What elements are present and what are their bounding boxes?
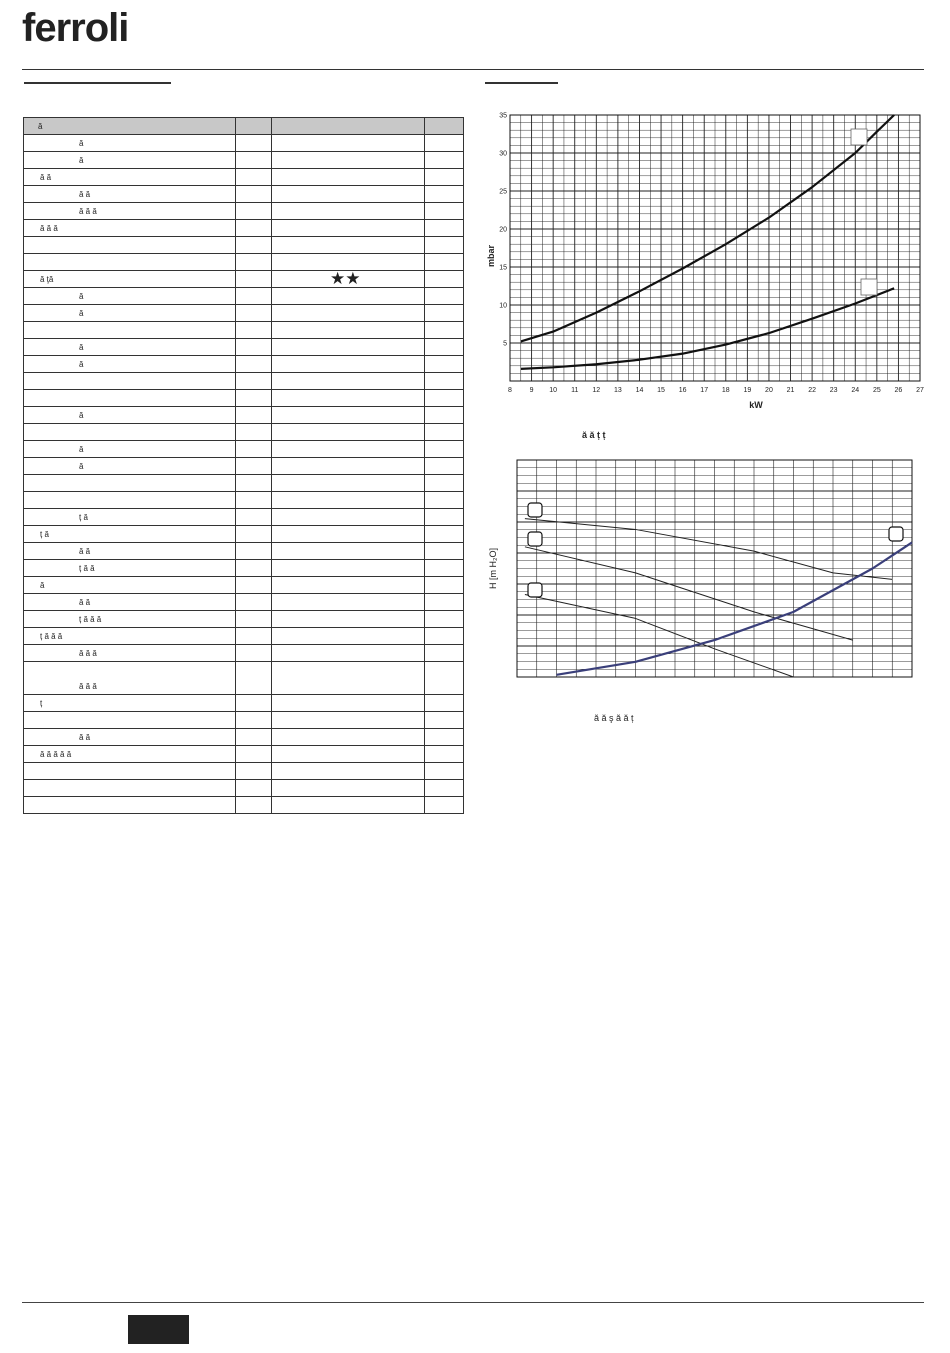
table-cell: ă ă ă — [24, 203, 236, 220]
table-cell — [236, 509, 272, 526]
y-axis-label: mbar — [486, 244, 496, 267]
table-cell — [24, 712, 236, 729]
x-axis-label: kW — [749, 400, 763, 410]
pump-speed-curve-1 — [525, 519, 892, 580]
x-tick-label: 16 — [678, 387, 687, 394]
table-cell — [24, 254, 236, 271]
table-cell — [272, 254, 425, 271]
table-cell — [236, 288, 272, 305]
table-row — [24, 169, 464, 186]
table-cell: ă — [24, 288, 236, 305]
table-cell — [425, 254, 464, 271]
page-number-box — [128, 1315, 189, 1344]
table-cell: ă — [24, 441, 236, 458]
table-cell — [24, 780, 236, 797]
table-cell — [236, 560, 272, 577]
table-row — [24, 424, 464, 441]
table-cell — [236, 577, 272, 594]
series-line-1 — [521, 115, 894, 341]
table-row — [24, 577, 464, 594]
table-cell — [425, 458, 464, 475]
table-cell — [236, 441, 272, 458]
table-cell — [24, 763, 236, 780]
table-cell — [236, 203, 272, 220]
table-cell — [236, 543, 272, 560]
table-cell — [272, 169, 425, 186]
y-axis-label: H [m H₂O] — [488, 548, 498, 589]
table-cell — [24, 390, 236, 407]
table-cell — [272, 543, 425, 560]
table-row — [24, 509, 464, 526]
table-cell: ă — [24, 118, 236, 135]
y-tick-label: 15 — [499, 264, 507, 272]
table-cell — [236, 271, 272, 288]
table-cell — [272, 594, 425, 611]
table-cell: ă ţă — [24, 271, 236, 288]
table-cell: ț ă — [24, 526, 236, 543]
table-cell — [272, 628, 425, 645]
table-cell — [425, 237, 464, 254]
table-row — [24, 390, 464, 407]
table-row — [24, 135, 464, 152]
table-cell — [24, 475, 236, 492]
curve-marker-box — [889, 527, 903, 541]
table-cell — [272, 577, 425, 594]
y-tick-label: 5 — [503, 340, 507, 348]
y-tick-label: 10 — [499, 302, 507, 310]
table-cell: ă — [24, 152, 236, 169]
section-rule-left — [24, 82, 171, 84]
table-cell — [272, 118, 425, 135]
table-cell — [425, 118, 464, 135]
footer-rule — [22, 1302, 924, 1303]
table-cell — [24, 322, 236, 339]
table-cell — [425, 577, 464, 594]
table-cell — [425, 509, 464, 526]
table-cell — [272, 237, 425, 254]
table-cell — [24, 492, 236, 509]
table-cell: ă ă — [24, 543, 236, 560]
table-cell — [272, 186, 425, 203]
table-cell — [24, 797, 236, 814]
table-cell — [236, 797, 272, 814]
table-cell — [272, 746, 425, 763]
table-cell — [425, 424, 464, 441]
table-cell — [236, 526, 272, 543]
table-cell — [272, 492, 425, 509]
table-cell — [425, 339, 464, 356]
table-row — [24, 271, 464, 288]
curve-marker-box — [528, 583, 542, 597]
x-tick-label: 12 — [592, 387, 601, 394]
table-cell — [236, 356, 272, 373]
table-cell — [236, 424, 272, 441]
table-cell: ț ă ă ă — [24, 628, 236, 645]
table-cell — [272, 322, 425, 339]
table-cell: ă ă ă — [24, 662, 236, 695]
table-cell: ă ă ă — [24, 645, 236, 662]
table-cell — [425, 305, 464, 322]
table-cell: ă ă ă — [24, 220, 236, 237]
table-row — [24, 543, 464, 560]
x-tick-label: 17 — [700, 387, 709, 394]
table-cell — [236, 458, 272, 475]
table-row — [24, 475, 464, 492]
table-cell — [425, 186, 464, 203]
technical-data-table — [23, 117, 464, 814]
table-cell — [425, 780, 464, 797]
table-cell — [425, 628, 464, 645]
x-tick-label: 24 — [851, 387, 860, 394]
table-cell — [236, 322, 272, 339]
table-row — [24, 712, 464, 729]
table-cell: ț — [24, 695, 236, 712]
table-cell — [272, 611, 425, 628]
table-row — [24, 662, 464, 695]
x-tick-label: 14 — [635, 387, 644, 394]
table-cell — [425, 441, 464, 458]
x-tick-label: 15 — [657, 387, 665, 394]
table-cell — [425, 662, 464, 695]
x-tick-label: 8 — [508, 387, 512, 394]
table-cell — [236, 763, 272, 780]
table-cell — [272, 458, 425, 475]
table-cell — [425, 543, 464, 560]
table-row — [24, 305, 464, 322]
table-cell — [272, 780, 425, 797]
curve-marker-box — [851, 129, 867, 145]
table-cell — [272, 797, 425, 814]
x-tick-label: 10 — [549, 387, 558, 394]
table-cell: ă — [24, 135, 236, 152]
table-cell — [425, 712, 464, 729]
x-tick-label: 26 — [894, 387, 903, 394]
table-cell: ț ă — [24, 509, 236, 526]
table-cell — [272, 645, 425, 662]
table-cell — [425, 356, 464, 373]
table-cell — [425, 390, 464, 407]
table-cell — [272, 152, 425, 169]
table-cell — [236, 492, 272, 509]
table-cell — [236, 594, 272, 611]
table-cell: ă — [24, 356, 236, 373]
table-row — [24, 322, 464, 339]
table-cell — [425, 220, 464, 237]
pump-chart-caption: ă ă ş ă ă ț — [594, 713, 634, 723]
table-row — [24, 780, 464, 797]
table-cell — [272, 509, 425, 526]
table-cell — [236, 152, 272, 169]
table-cell — [236, 475, 272, 492]
pressure-loss-chart — [485, 108, 930, 413]
table-row — [24, 288, 464, 305]
table-cell — [425, 322, 464, 339]
pump-head-chart — [485, 450, 930, 690]
x-tick-label: 13 — [613, 387, 622, 394]
table-cell — [425, 407, 464, 424]
table-row — [24, 645, 464, 662]
table-cell: ț ă ă — [24, 560, 236, 577]
y-tick-label: 20 — [499, 226, 507, 234]
table-cell — [272, 526, 425, 543]
table-cell — [236, 373, 272, 390]
curve-marker-box — [528, 532, 542, 546]
table-row — [24, 594, 464, 611]
table-cell — [425, 560, 464, 577]
x-tick-label: 18 — [721, 387, 730, 394]
table-row — [24, 356, 464, 373]
table-cell: ă — [24, 577, 236, 594]
table-cell — [425, 695, 464, 712]
table-cell — [272, 475, 425, 492]
table-cell — [425, 763, 464, 780]
table-cell — [24, 424, 236, 441]
table-cell — [272, 356, 425, 373]
table-cell — [272, 203, 425, 220]
table-cell — [425, 746, 464, 763]
table-row — [24, 118, 464, 135]
table-row — [24, 203, 464, 220]
table-row — [24, 152, 464, 169]
table-cell — [425, 152, 464, 169]
table-cell — [236, 628, 272, 645]
table-cell — [236, 746, 272, 763]
table-row — [24, 254, 464, 271]
table-cell — [236, 220, 272, 237]
table-cell — [272, 729, 425, 746]
table-cell — [236, 305, 272, 322]
table-row — [24, 441, 464, 458]
x-tick-label: 19 — [743, 387, 752, 394]
table-cell — [425, 645, 464, 662]
table-cell: ă ă — [24, 594, 236, 611]
table-cell — [272, 695, 425, 712]
y-tick-label: 30 — [499, 150, 507, 158]
y-tick-label: 25 — [499, 188, 507, 196]
table-cell: ă ă ă ă ă — [24, 746, 236, 763]
brand-logo: ferroli — [22, 6, 129, 50]
table-cell — [272, 407, 425, 424]
table-cell — [236, 407, 272, 424]
table-cell — [236, 254, 272, 271]
table-cell — [425, 271, 464, 288]
table-row — [24, 729, 464, 746]
table-row — [24, 373, 464, 390]
table-cell — [272, 441, 425, 458]
table-cell — [236, 729, 272, 746]
x-tick-label: 9 — [529, 387, 534, 394]
table-row — [24, 763, 464, 780]
table-row — [24, 797, 464, 814]
table-cell — [425, 594, 464, 611]
y-tick-label: 35 — [499, 112, 507, 120]
table-cell — [272, 339, 425, 356]
table-cell: ă ă — [24, 729, 236, 746]
table-row — [24, 746, 464, 763]
table-cell — [272, 135, 425, 152]
table-cell — [236, 390, 272, 407]
table-row — [24, 237, 464, 254]
table-row — [24, 560, 464, 577]
table-cell — [272, 763, 425, 780]
table-cell — [425, 729, 464, 746]
x-tick-label: 25 — [872, 387, 881, 394]
x-tick-label: 27 — [916, 387, 924, 394]
table-row — [24, 458, 464, 475]
table-row — [24, 611, 464, 628]
x-tick-label: 22 — [808, 387, 817, 394]
pump-speed-curve-3 — [525, 595, 794, 677]
table-cell — [236, 237, 272, 254]
table-cell — [236, 662, 272, 695]
table-cell — [425, 135, 464, 152]
x-tick-label: 23 — [829, 387, 838, 394]
table-cell — [272, 712, 425, 729]
series-line-2 — [521, 288, 894, 369]
table-cell — [425, 797, 464, 814]
curve-marker-box — [861, 279, 877, 295]
table-cell — [425, 169, 464, 186]
table-cell — [236, 118, 272, 135]
table-row — [24, 220, 464, 237]
table-cell — [236, 645, 272, 662]
curve-marker-box — [528, 503, 542, 517]
x-tick-label: 21 — [786, 387, 795, 394]
table-cell — [236, 169, 272, 186]
table-cell: ★★ — [272, 271, 425, 288]
table-cell — [272, 305, 425, 322]
table-cell — [425, 475, 464, 492]
table-row — [24, 526, 464, 543]
table-row — [24, 339, 464, 356]
table-row — [24, 695, 464, 712]
table-cell: ț ă ă ă — [24, 611, 236, 628]
table-cell — [272, 288, 425, 305]
table-cell — [236, 712, 272, 729]
table-cell: ă ă — [24, 186, 236, 203]
table-cell: ă — [24, 305, 236, 322]
x-tick-label: 20 — [765, 387, 773, 394]
table-row — [24, 186, 464, 203]
table-cell: ă — [24, 339, 236, 356]
table-row — [24, 628, 464, 645]
pressure-chart-caption: ă ă ț ț — [582, 430, 606, 440]
table-cell — [425, 492, 464, 509]
table-cell — [24, 373, 236, 390]
table-cell — [272, 662, 425, 695]
table-row — [24, 492, 464, 509]
table-cell — [425, 373, 464, 390]
table-cell — [425, 203, 464, 220]
section-rule-right — [485, 82, 558, 84]
table-cell — [272, 424, 425, 441]
table-cell — [236, 780, 272, 797]
header-rule — [22, 69, 924, 70]
table-cell — [272, 390, 425, 407]
table-cell — [425, 611, 464, 628]
x-tick-label: 11 — [571, 387, 579, 394]
table-cell: ă — [24, 458, 236, 475]
table-cell — [272, 560, 425, 577]
table-cell — [425, 526, 464, 543]
table-cell — [272, 373, 425, 390]
table-cell — [236, 135, 272, 152]
table-cell — [236, 611, 272, 628]
table-cell — [425, 288, 464, 305]
table-cell — [236, 186, 272, 203]
table-row — [24, 407, 464, 424]
table-cell — [24, 237, 236, 254]
table-cell — [236, 695, 272, 712]
table-cell — [272, 220, 425, 237]
table-cell: ă ă — [24, 169, 236, 186]
table-cell: ă — [24, 407, 236, 424]
table-cell — [236, 339, 272, 356]
